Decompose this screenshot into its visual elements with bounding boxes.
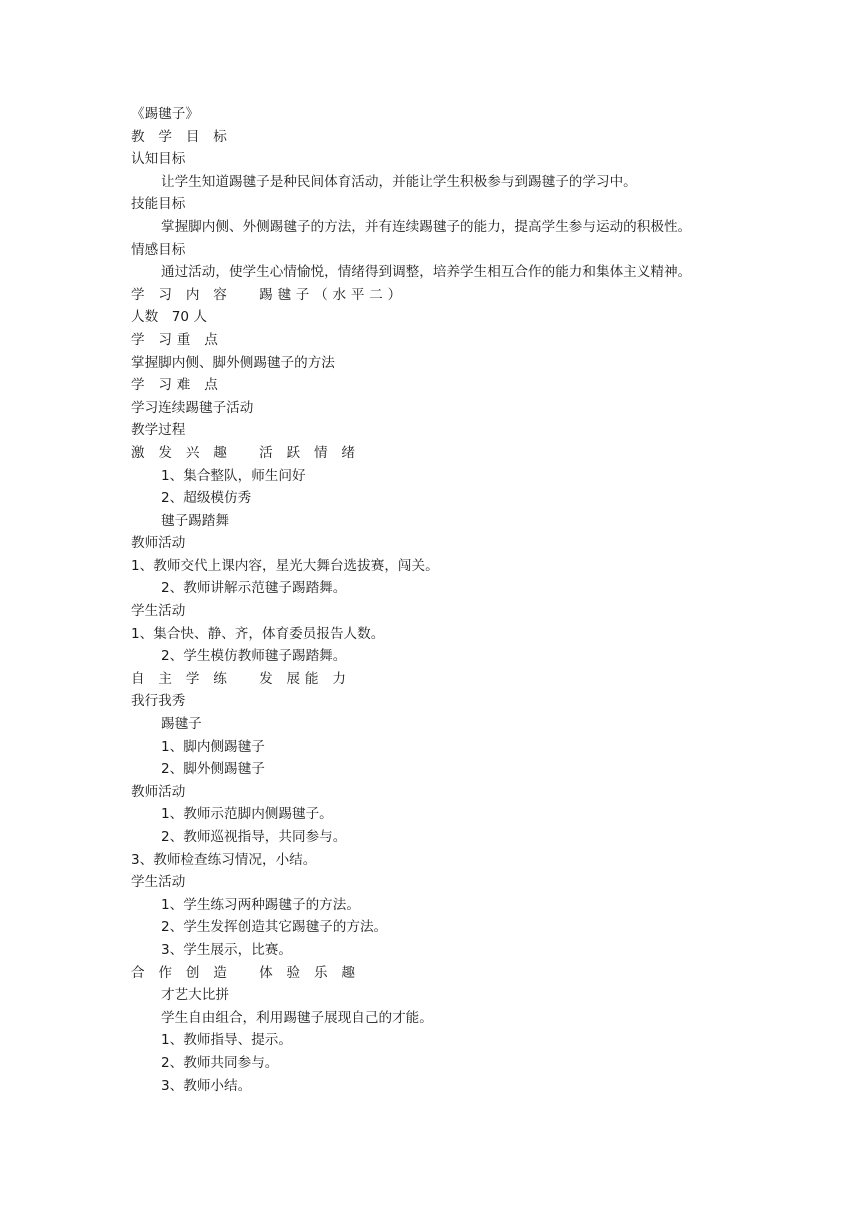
text-line: 1、学生练习两种踢毽子的方法。: [161, 896, 360, 913]
document-lines: [131, 126, 831, 1098]
text-line: 1、教师交代上课内容，星光大舞台选拔赛，闯关。: [131, 557, 439, 574]
text-line: 通过活动，使学生心情愉悦，情绪得到调整，培养学生相互合作的能力和集体主义精神。: [161, 264, 692, 281]
text-line: 毽子踢踏舞: [161, 512, 229, 529]
text-line: 2、超级模仿秀: [161, 490, 252, 507]
text-line: 2、学生发挥创造其它踢毽子的方法。: [161, 919, 388, 936]
text-line: 人数 70 人: [131, 309, 207, 326]
text-line: 学 习难 点: [131, 377, 223, 394]
text-line: 2、学生模仿教师毽子踢踏舞。: [161, 648, 347, 665]
text-line: 激 发 兴 趣 活 跃 情 绪: [131, 444, 360, 461]
text-line: 掌握脚内侧、外侧踢毽子的方法，并有连续踢毽子的能力，提高学生参与运动的积极性。: [161, 218, 692, 235]
text-line: 教师活动: [131, 535, 186, 552]
text-line: 2、脚外侧踢毽子: [161, 761, 265, 778]
text-line: 1、脚内侧踢毽子: [161, 738, 265, 755]
text-line: 2、教师讲解示范毽子踢踏舞。: [161, 580, 347, 597]
text-line: 学生自由组合，利用踢毽子展现自己的才能。: [161, 1009, 433, 1026]
text-line: 认知目标: [131, 151, 186, 168]
text-line: 我行我秀: [131, 693, 186, 710]
text-line: 学习连续踢毽子活动: [131, 399, 254, 416]
text-line: 1、教师示范脚内侧踢毽子。: [161, 806, 333, 823]
text-line: 2、教师巡视指导，共同参与。: [161, 829, 347, 845]
text-line: 1、教师指导、提示。: [161, 1032, 292, 1049]
document-title: 《踢毽子》: [131, 106, 199, 122]
text-line: 技能目标: [131, 196, 186, 213]
text-line: 教师活动: [131, 783, 186, 800]
text-line: 教学过程: [131, 422, 186, 439]
text-line: 3、教师检查练习情况，小结。: [131, 851, 317, 868]
text-line: 合 作 创 造 体 验 乐 趣: [131, 964, 360, 981]
text-line: 让学生知道踢毽子是种民间体育活动，并能让学生积极参与到踢毽子的学习中。: [161, 173, 637, 190]
text-line: 2、教师共同参与。: [161, 1054, 279, 1071]
text-line: 才艺大比拼: [161, 987, 229, 1004]
text-line: 掌握脚内侧、脚外侧踢毽子的方法: [131, 354, 335, 371]
text-line: 3、教师小结。: [161, 1077, 252, 1094]
text-line: 学生活动: [131, 603, 186, 620]
text-line: 1、集合快、静、齐，体育委员报告人数。: [131, 625, 385, 642]
text-line: 自 主 学 练 发 展能 力: [131, 670, 351, 687]
text-line: 1、集合整队，师生问好: [161, 467, 306, 484]
text-line: 教 学 目 标: [131, 128, 232, 145]
text-line: 情感目标: [131, 241, 186, 258]
text-line: 学生活动: [131, 874, 186, 891]
document-body: [131, 103, 831, 1097]
text-line: 学 习重 点: [131, 331, 223, 348]
text-line: 3、学生展示，比赛。: [161, 941, 292, 958]
text-line: 踢毽子: [161, 716, 202, 733]
text-line: 学 习 内 容 踢毽子（水平二）: [131, 286, 406, 303]
